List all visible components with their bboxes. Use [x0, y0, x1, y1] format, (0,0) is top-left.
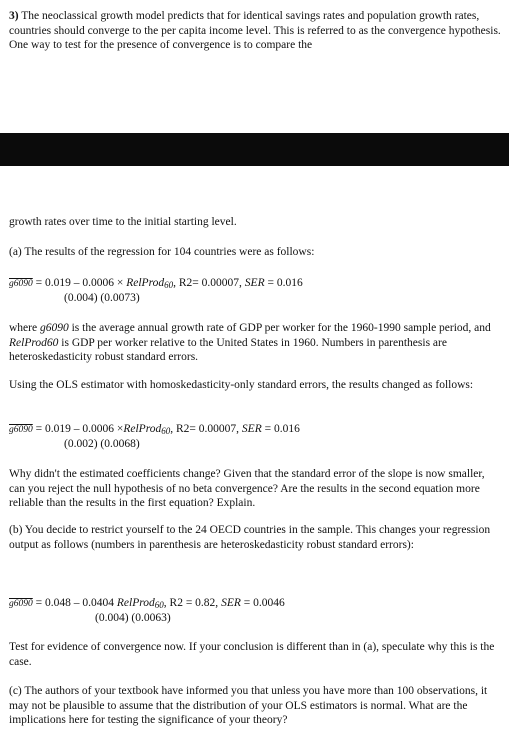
eq2-lhs: g6090: [9, 425, 33, 435]
eq3-r2: , R2 = 0.82,: [163, 597, 219, 609]
ols-paragraph: Using the OLS estimator with homoskedasticity-only standard errors, the results changed as follows:: [9, 379, 474, 391]
where-text-2: is the average annual growth rate of GDP per worker for the 1960-1990 sample period, and: [71, 322, 491, 334]
where-paragraph: [9, 321, 501, 365]
eq1-var: RelProd: [126, 277, 165, 289]
eq1-ser-val: = 0.016: [267, 277, 303, 289]
equation-1: [9, 276, 303, 291]
where-var: g6090: [39, 322, 69, 334]
equation-3: [9, 596, 285, 611]
eq1-lhs: g6090: [9, 279, 33, 289]
eq2-r2: , R2= 0.00007,: [170, 423, 240, 435]
eq3-ser: SER: [221, 597, 241, 609]
eq2-std-errors: (0.002) (0.0068): [64, 438, 140, 450]
eq3-rhs: = 0.048 – 0.0404: [35, 597, 114, 609]
intro-text: The neoclassical growth model predicts that for identical savings rates and population growth rates, countries should converge to the per capita income level. This is referred to as the convergence hypothesis. One way to test for the presence of convergence is to compare the: [9, 10, 501, 52]
where-var2: RelProd60: [9, 336, 59, 349]
where-text-3: is GDP per worker relative to the United States in 1960. Numbers in parenthesis are heteroskedasticity robust standard errors.: [9, 336, 447, 364]
question-number: 3): [9, 10, 19, 22]
eq1-ser: SER: [244, 277, 265, 289]
why-paragraph: Why didn't the estimated coefficients change? Given that the standard error of the slope is now smaller, can you reject the null hypothesis of no beta convergence? Are the results in the second equation more reliable than the results in the first equation? Explain.: [9, 468, 485, 510]
eq1-rhs: = 0.019 – 0.0006 ×: [35, 277, 124, 289]
eq3-var: RelProd: [116, 597, 155, 609]
part-c-paragraph: (c) The authors of your textbook have informed you that unless you have more than 100 observations, it may not be plausible to assume that the distribution of your OLS estimators is normal. What are the implications here for testing the significance of your theory?: [9, 685, 488, 727]
eq1-std-errors: (0.004) (0.0073): [64, 292, 140, 304]
test-paragraph: Test for evidence of convergence now. If your conclusion is different than in (a), speculate why this is the case.: [9, 641, 495, 668]
question-intro: [9, 9, 501, 53]
eq1-var-sub: 60: [164, 280, 174, 290]
continuation-text: growth rates over time to the initial starting level.: [9, 216, 237, 228]
eq3-ser-val: = 0.0046: [243, 597, 285, 609]
part-a-intro: (a) The results of the regression for 104 countries were as follows:: [9, 246, 315, 258]
eq2-ser-val: = 0.016: [264, 423, 300, 435]
part-b-paragraph: (b) You decide to restrict yourself to the 24 OECD countries in the sample. This changes your regression output as follows (numbers in parenthesis are heteroskedasticity robust standard errors):: [9, 524, 491, 551]
eq1-r2: , R2= 0.00007,: [173, 277, 242, 289]
eq2-var: RelProd: [123, 423, 162, 435]
redaction-bar: [0, 133, 509, 166]
eq2-rhs: = 0.019 – 0.0006 ×: [35, 423, 124, 435]
eq2-var-sub: 60: [161, 426, 171, 436]
eq3-var-sub: 60: [154, 600, 164, 610]
where-text-1: where: [9, 322, 38, 334]
eq3-std-errors: (0.004) (0.0063): [95, 612, 171, 624]
equation-2: [9, 422, 300, 437]
eq3-lhs: g6090: [9, 599, 33, 609]
eq2-ser: SER: [241, 423, 262, 435]
